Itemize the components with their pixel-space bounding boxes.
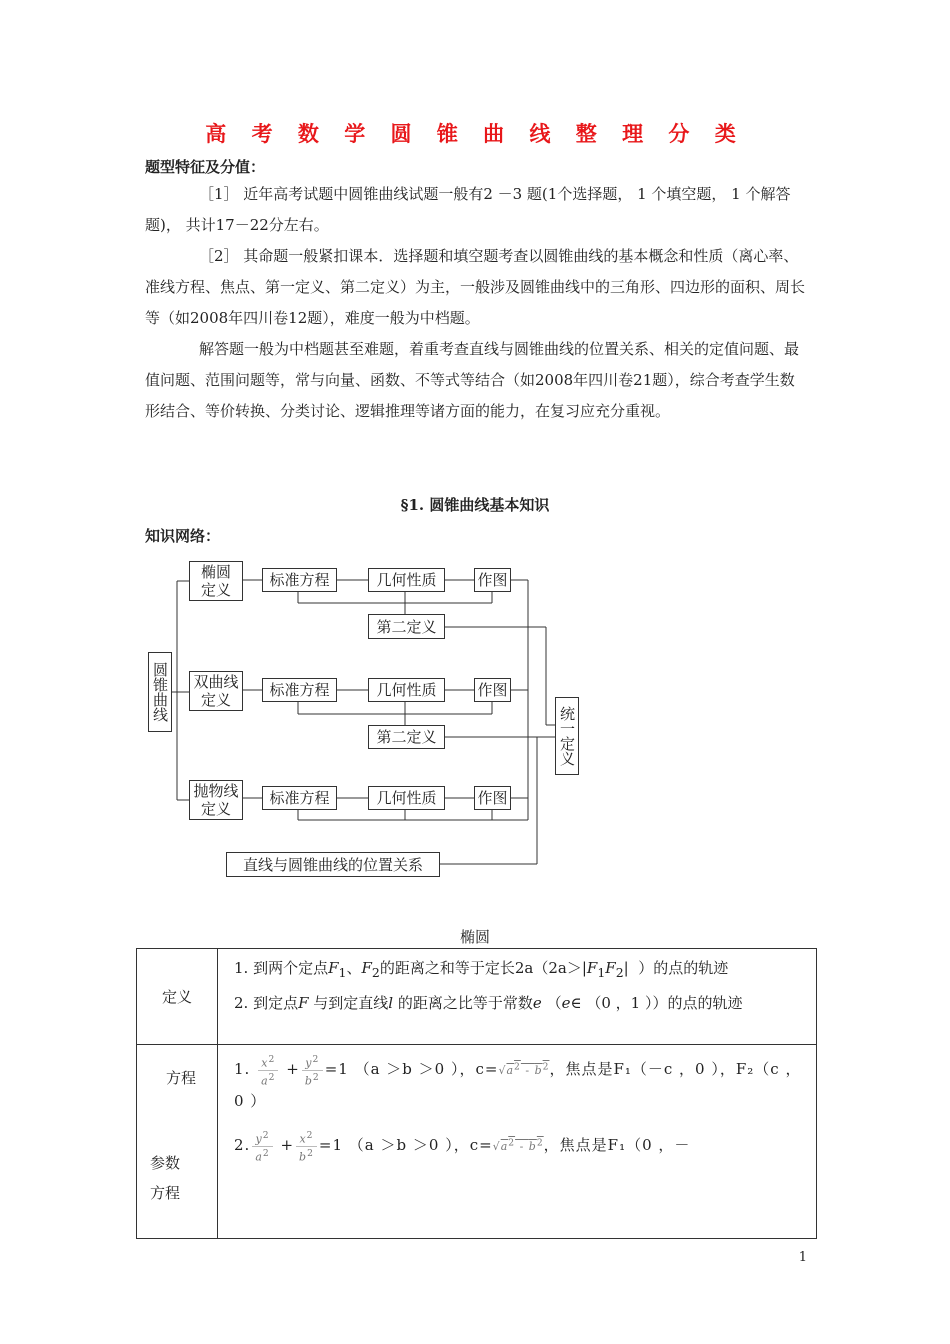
parabola-standard-equation-box	[262, 786, 337, 810]
hyperbola-second-definition-box	[368, 725, 445, 749]
paragraph-2: ［2］ 其命题一般紧扣课本．选择题和填空题考查以圆锥曲线的基本概念和性质（离心率、准线方程、焦点、第一定义、第二定义）为主，一般涉及圆锥曲线中的三角形、四边形的面积、周长等（如2008年四川卷12题），难度一般为中档题。	[145, 247, 806, 327]
ellipse-second-definition-label: 第二定义	[376, 617, 437, 636]
def2-part-a: 2. 到定点	[234, 994, 299, 1012]
definition-line-1: 1. 到两个定点$F_1$、$F_2$的距离之和等于定长$2a(2a>|F_1F_2|$ ）的点的轨迹	[234, 959, 729, 980]
eq2-rest: =1 （a ＞b ＞0 ），c=	[318, 1136, 493, 1155]
definition-content-cell	[218, 949, 817, 1045]
eq1-rest: =1 （a ＞b ＞0 ），c=	[324, 1060, 499, 1079]
line-conic-relation-box	[226, 852, 440, 877]
table-row	[137, 949, 817, 1045]
ellipse-second-definition-box	[368, 614, 445, 639]
unified-definition-label: 统一定义	[558, 706, 576, 766]
line-conic-relation-label: 直线与圆锥曲线的位置关系	[242, 855, 423, 874]
ellipse-drawing-box	[474, 568, 511, 592]
hyperbola-drawing-box	[474, 678, 511, 702]
unified-definition-box	[555, 697, 579, 775]
ellipse-geometric-properties-box	[368, 568, 445, 592]
page-number: 1	[798, 1250, 807, 1265]
def2-part-b: 与到定直线	[308, 994, 389, 1012]
parametric-equation-label: 参数方程	[150, 1154, 181, 1202]
parabola-geometric-properties-label: 几何性质	[376, 789, 437, 807]
conic-root-label: 圆锥曲线	[151, 662, 169, 722]
ellipse-definition-box	[189, 561, 243, 601]
equation-labels-cell	[137, 1045, 218, 1239]
definition-line-2: 2. 到定点F 与到定直线l 的距离之比等于常数e （e∈ （0 ，1 ））的点的轨迹	[234, 994, 743, 1012]
parabola-geometric-properties-box	[368, 786, 445, 810]
parabola-definition-box	[189, 780, 243, 820]
section-heading-features: 题型特征及分值：	[145, 158, 266, 176]
hyperbola-standard-equation-label: 标准方程	[269, 681, 330, 699]
eq1-prefix: 1.	[234, 1060, 251, 1079]
page-title: 高 考 数 学 圆 锥 曲 线 整 理 分 类	[205, 121, 745, 146]
paragraph-1: ［1］ 近年高考试题中圆锥曲线试题一般有2 －3 题(1个选择题， 1 个填空题， 1 个解答题)， 共计17－22分左右。	[145, 185, 791, 234]
eq2-focus: ，焦点是F₁（0 ，－	[543, 1136, 691, 1155]
def1-part-a: 1. 到两个定点	[234, 959, 329, 977]
hyperbola-standard-equation-box	[262, 678, 337, 702]
def2-part-d: （	[546, 994, 562, 1012]
ellipse-definition-label: 椭圆定义	[200, 563, 231, 599]
def2-part-e: （0 ，1 ））的点的轨迹	[586, 994, 743, 1012]
ellipse-standard-equation-box	[262, 568, 337, 592]
equation-line-2: 2. $\frac{y^2}{a^2}$ + $\frac{x^2}{b^2}$ =1 （a ＞b ＞0 ），$c=√a^2 - b^2$，焦点是F₁（0 ，－	[234, 1130, 691, 1164]
ellipse-geometric-properties-label: 几何性质	[376, 571, 437, 589]
hyperbola-drawing-label: 作图	[477, 681, 508, 699]
conic-root-box	[148, 652, 172, 732]
parabola-definition-label: 抛物线定义	[193, 782, 239, 818]
hyperbola-definition-label: 双曲线定义	[193, 673, 239, 709]
hyperbola-second-definition-label: 第二定义	[376, 728, 437, 746]
paragraph-3: 解答题一般为中档题甚至难题，着重考查直线与圆锥曲线的位置关系、相关的定值问题、最值问题、范围问题等，常与向量、函数、不等式等结合（如2008年四川卷21题），综合考查学生数形结合、等价转换、分类讨论、逻辑推理等诸方面的能力，在复习应充分重视。	[145, 340, 800, 420]
equation-content-cell	[218, 1045, 817, 1239]
equation-label: 方程	[165, 1069, 196, 1087]
hyperbola-geometric-properties-box	[368, 678, 445, 702]
def2-part-c: 的距离之比等于常数	[393, 994, 533, 1012]
parabola-drawing-label: 作图	[477, 789, 508, 807]
ellipse-drawing-label: 作图	[477, 571, 508, 589]
hyperbola-definition-box	[189, 671, 243, 711]
table-caption: 椭圆	[459, 928, 490, 946]
section-title: §1. 圆锥曲线基本知识	[400, 496, 550, 514]
eq1-focus: ，焦点是F₁（－c ，0 ），F₂（c ，0 ）	[234, 1060, 802, 1111]
network-label: 知识网络：	[145, 527, 221, 545]
hyperbola-geometric-properties-label: 几何性质	[376, 681, 437, 699]
def1-part-b: 的距离之和等于定长2a（2a＞|	[379, 959, 587, 977]
equation-line-1: 1. $\frac{x^2}{a^2}$ + $\frac{y^2}{b^2}$ =1 （a ＞b ＞0 ），$c=√a^2 - b^2$，焦点是F₁（－c ，0 ），F₂（c ，0 ）	[234, 1054, 802, 1111]
ellipse-standard-equation-label: 标准方程	[269, 571, 330, 589]
table-row	[137, 1045, 817, 1239]
eq2-prefix: 2.	[234, 1136, 251, 1155]
def1-part-c: ）的点的轨迹	[638, 959, 729, 977]
ellipse-table	[136, 948, 817, 1239]
parabola-standard-equation-label: 标准方程	[269, 789, 330, 807]
definition-label-cell: 定义	[137, 949, 218, 1045]
parabola-drawing-box	[474, 786, 511, 810]
